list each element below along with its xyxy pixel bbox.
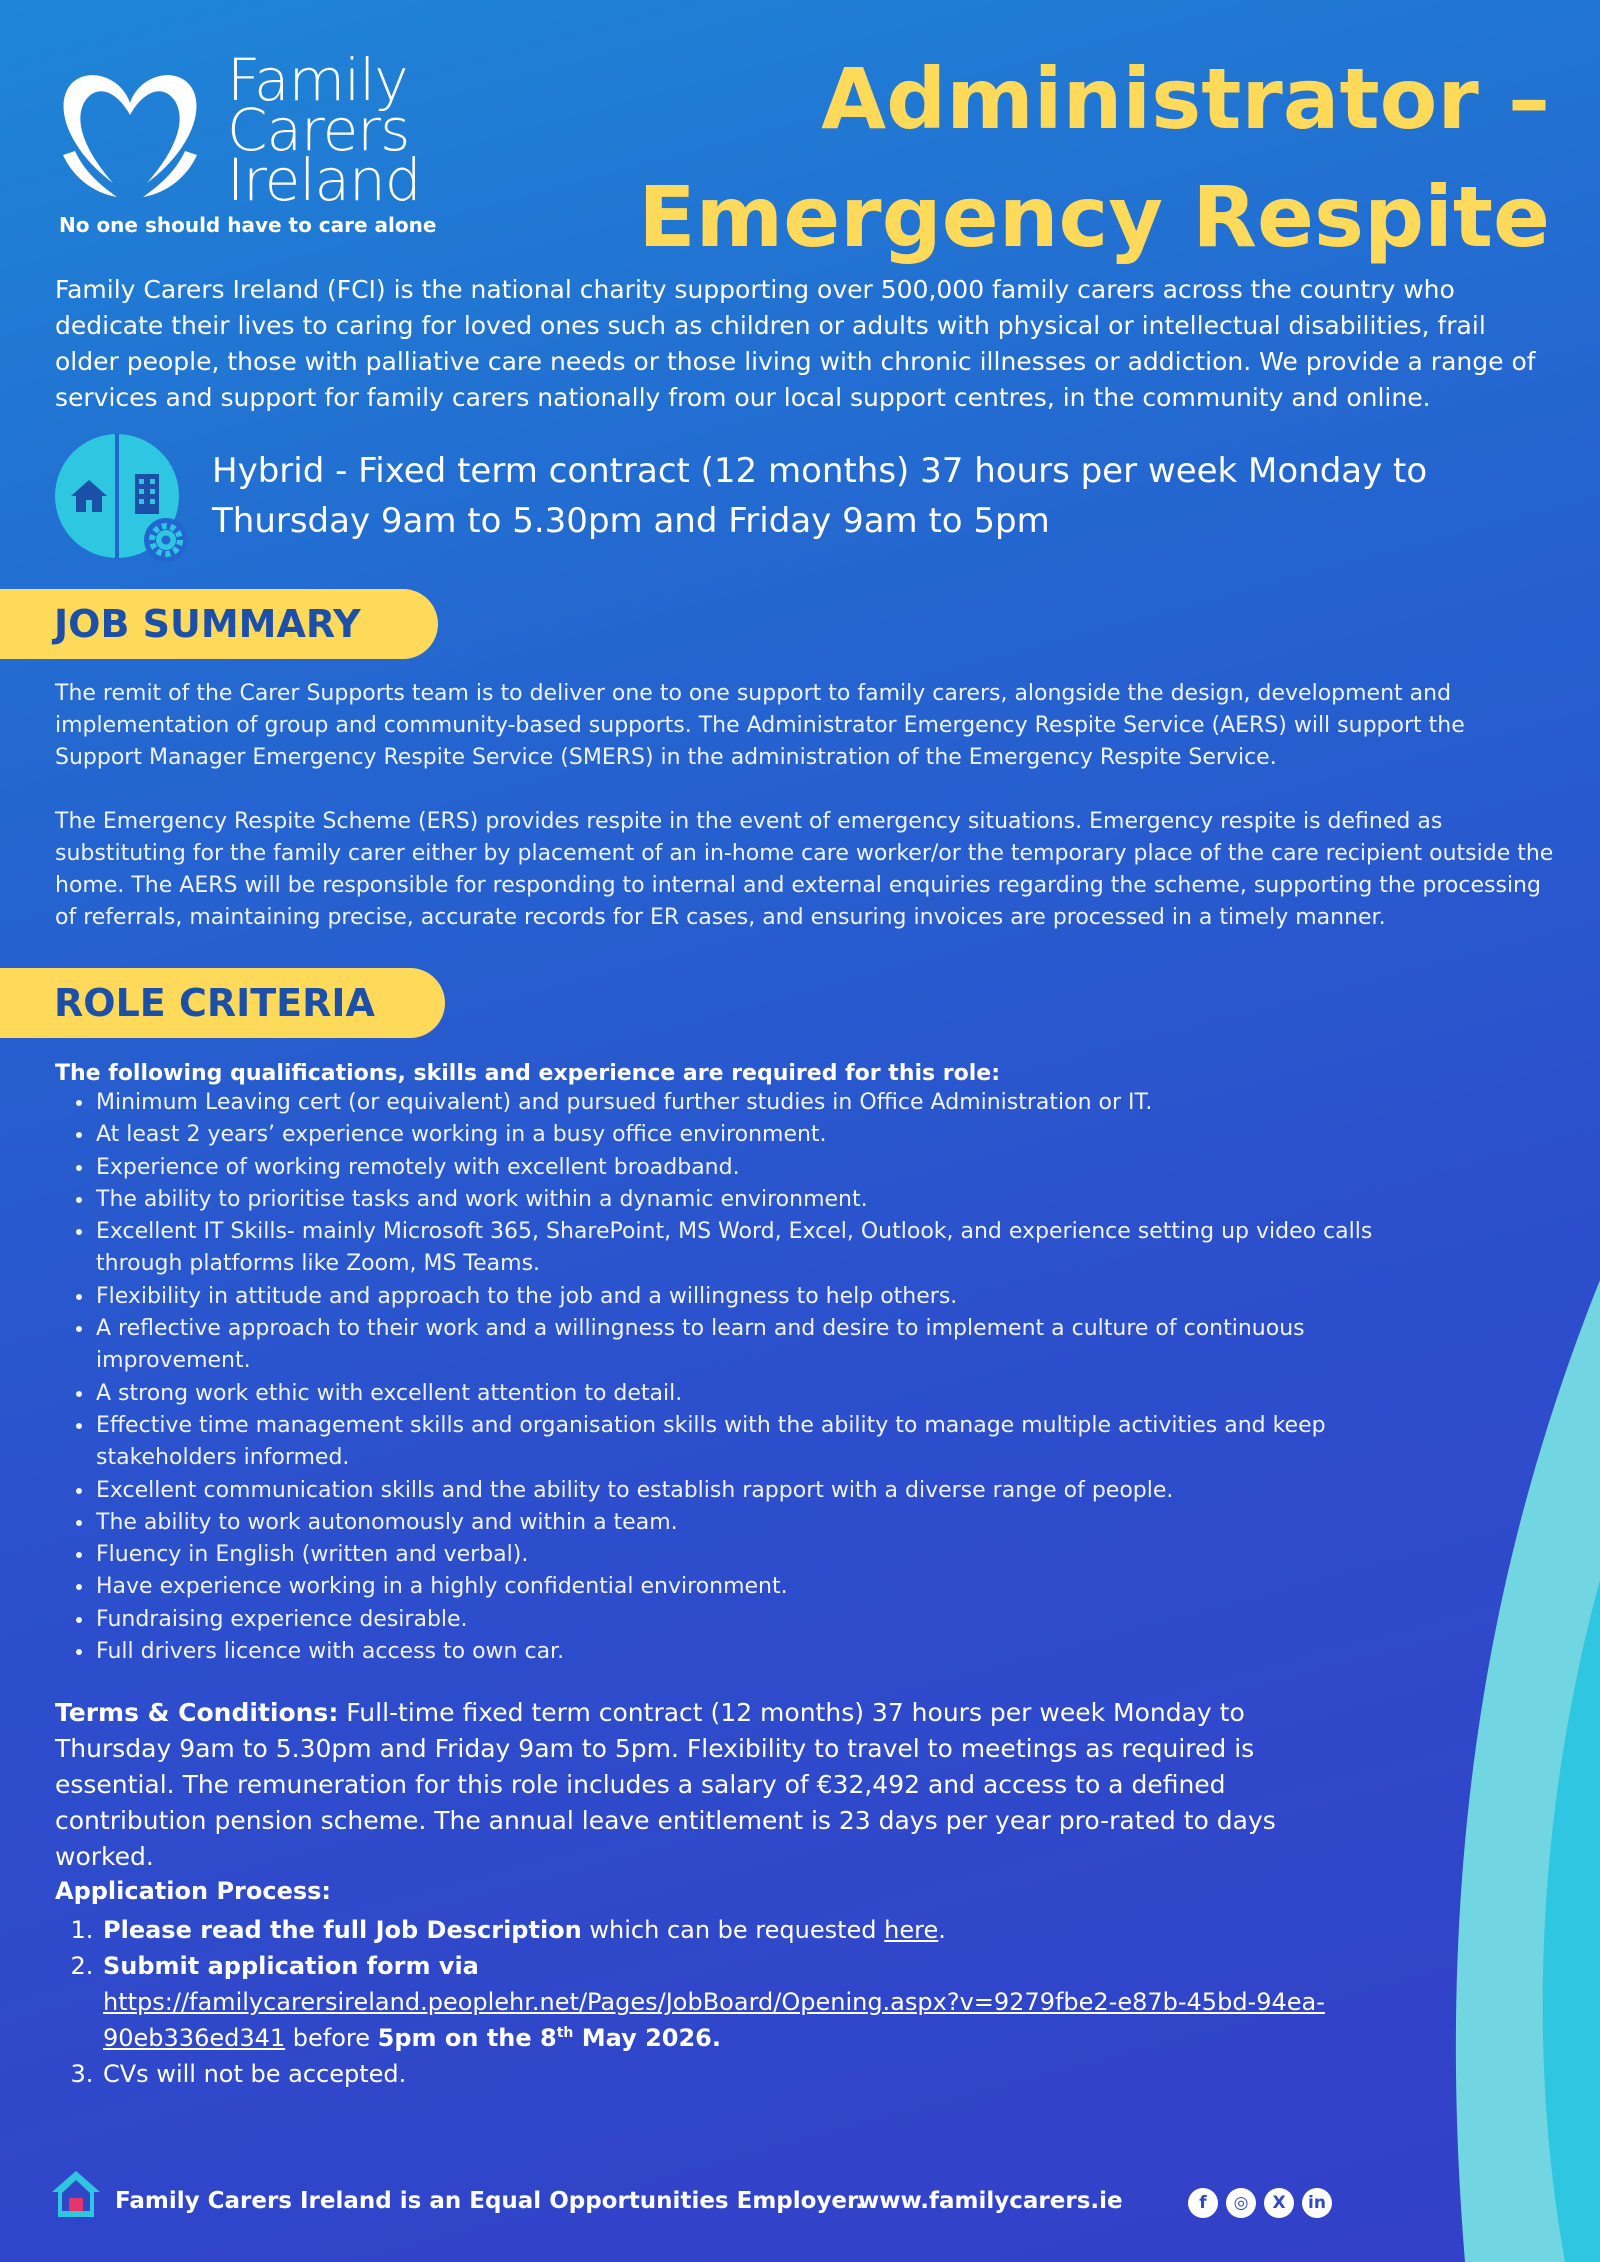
application-step-3: 3. CVs will not be accepted. xyxy=(101,2056,1401,2092)
application-steps xyxy=(55,1912,1401,2092)
deadline-part-a: 5pm on the 8 xyxy=(377,2024,557,2052)
list-item: • Fundraising experience desirable. xyxy=(95,1604,1425,1636)
job-summary-heading-label: JOB SUMMARY xyxy=(54,602,361,646)
application-form-link[interactable]: https://familycarersireland.peoplehr.net/Pages/JobBoard/Opening.aspx?v=9279fbe2-e87b-45bd-94ea-90eb336ed341 xyxy=(103,1988,1325,2052)
list-item: • Flexibility in attitude and approach to the job and a willingness to help others. xyxy=(95,1281,1425,1313)
logo-line-1: Family xyxy=(227,46,408,114)
role-criteria-heading xyxy=(0,968,445,1038)
deadline-part-b: May 2026. xyxy=(573,2024,721,2052)
facebook-icon[interactable]: f xyxy=(1188,2188,1218,2218)
title-line-2: Emergency Respite xyxy=(638,168,1550,266)
title-line-1: Administrator – xyxy=(821,50,1550,148)
step1-end: . xyxy=(938,1916,946,1944)
home-office-gear-icon xyxy=(55,434,190,564)
list-item: • Excellent communication skills and the ability to establish rapport with a diverse range of people. xyxy=(95,1475,1425,1507)
list-item: • The ability to prioritise tasks and work within a dynamic environment. xyxy=(95,1184,1425,1216)
terms-label: Terms & Conditions: xyxy=(55,1698,339,1727)
list-item: • Have experience working in a highly confidential environment. xyxy=(95,1571,1425,1603)
x-icon[interactable]: X xyxy=(1264,2188,1294,2218)
role-criteria-heading-label: ROLE CRITERIA xyxy=(54,981,375,1025)
step1-bold: Please read the full Job Description xyxy=(103,1916,582,1944)
role-criteria-list xyxy=(55,1087,1425,1668)
list-item: • Fluency in English (written and verbal). xyxy=(95,1539,1425,1571)
list-item: • A reflective approach to their work and a willingness to learn and desire to implement a culture of continuous improvement. xyxy=(95,1313,1425,1378)
application-step-1 xyxy=(101,1912,1401,1948)
step2-text: before xyxy=(285,2024,378,2052)
list-item: • Excellent IT Skills- mainly Microsoft 365, SharePoint, MS Word, Excel, Outlook, and experience setting up video calls through platforms like Zoom, MS Teams. xyxy=(95,1216,1425,1281)
logo-line-2: Carers xyxy=(227,96,410,164)
terms-and-conditions xyxy=(55,1695,1355,1875)
deadline-ordinal: th xyxy=(556,2025,574,2041)
contract-summary-text: Hybrid - Fixed term contract (12 months) 37 hours per week Monday to Thursday 9am to 5.30pm and Friday 9am to 5pm xyxy=(212,451,1428,541)
intro-paragraph: Family Carers Ireland (FCI) is the national charity supporting over 500,000 family carers across the country who dedicate their lives to caring for loved ones such as children or adults with physical or intellectual disabilities, frail older people, those with palliative care needs or those living with chronic illnesses or addiction. We provide a range of services and support for family carers nationally from our local support centres, in the community and online. xyxy=(55,275,1536,412)
heart-hands-logo-icon xyxy=(55,55,205,205)
website-link[interactable]: www.familycarers.ie xyxy=(858,2188,1123,2214)
list-item: • Full drivers licence with access to own car. xyxy=(95,1636,1425,1668)
job-summary-heading xyxy=(0,589,438,659)
application-process-heading: Application Process: xyxy=(55,1877,332,1905)
page-title xyxy=(638,40,1550,276)
list-item: • Effective time management skills and organisation skills with the ability to manage multiple activities and keep stakeholders informed. xyxy=(95,1410,1425,1475)
job-summary-paragraph-2: The Emergency Respite Scheme (ERS) provides respite in the event of emergency situations. Emergency respite is defined as substituting for the family carer either by placement of an in-home care worker/or the temporary place of the care recipient outside the home. The AERS will be responsible for responding to internal and external enquiries regarding the scheme, supporting the processing of referrals, maintaining precise, accurate records for ER cases, and ensuring invoices are processed in a timely manner. xyxy=(55,809,1554,930)
equal-opportunities-text: Family Carers Ireland is an Equal Opportunities Employer. xyxy=(115,2188,864,2214)
logo-tagline: No one should have to care alone xyxy=(59,213,437,237)
linkedin-icon[interactable]: in xyxy=(1302,2188,1332,2218)
list-item: • Experience of working remotely with excellent broadband. xyxy=(95,1152,1425,1184)
deadline xyxy=(378,2024,721,2052)
list-item: • A strong work ethic with excellent attention to detail. xyxy=(95,1378,1425,1410)
terms-text: Full-time fixed term contract (12 months) 37 hours per week Monday to Thursday 9am to 5.30pm and Friday 9am to 5pm. Flexibility to travel to meetings as required is essential. The remuneration for this role includes a salary of €32,492 and access to a defined contribution pension scheme. The annual leave entitlement is 23 days per year pro-rated to days worked. xyxy=(55,1698,1276,1871)
logo-wordmark xyxy=(227,46,421,214)
instagram-icon[interactable]: ◎ xyxy=(1226,2188,1256,2218)
house-logo-icon xyxy=(50,2168,102,2220)
list-item: • The ability to work autonomously and within a team. xyxy=(95,1507,1425,1539)
logo-line-3: Ireland xyxy=(227,146,421,214)
step1-text: which can be requested xyxy=(581,1916,885,1944)
application-step-2 xyxy=(101,1948,1401,2056)
list-item: • Minimum Leaving cert (or equivalent) and pursued further studies in Office Administration or IT. xyxy=(95,1087,1425,1119)
job-summary-paragraph-1: The remit of the Carer Supports team is to deliver one to one support to family carers, alongside the design, development and implementation of group and community-based supports. The Administrator Emergency Respite Service (AERS) will support the Support Manager Emergency Respite Service (SMERS) in the administration of the Emergency Respite Service. xyxy=(55,681,1465,770)
role-criteria-intro: The following qualifications, skills and experience are required for this role: xyxy=(55,1061,1001,1086)
list-item: • At least 2 years’ experience working in a busy office environment. xyxy=(95,1119,1425,1151)
job-description-link[interactable]: here xyxy=(884,1916,939,1944)
family-carers-ireland-logo xyxy=(55,46,437,245)
step2-bold: Submit application form via xyxy=(103,1952,479,1980)
